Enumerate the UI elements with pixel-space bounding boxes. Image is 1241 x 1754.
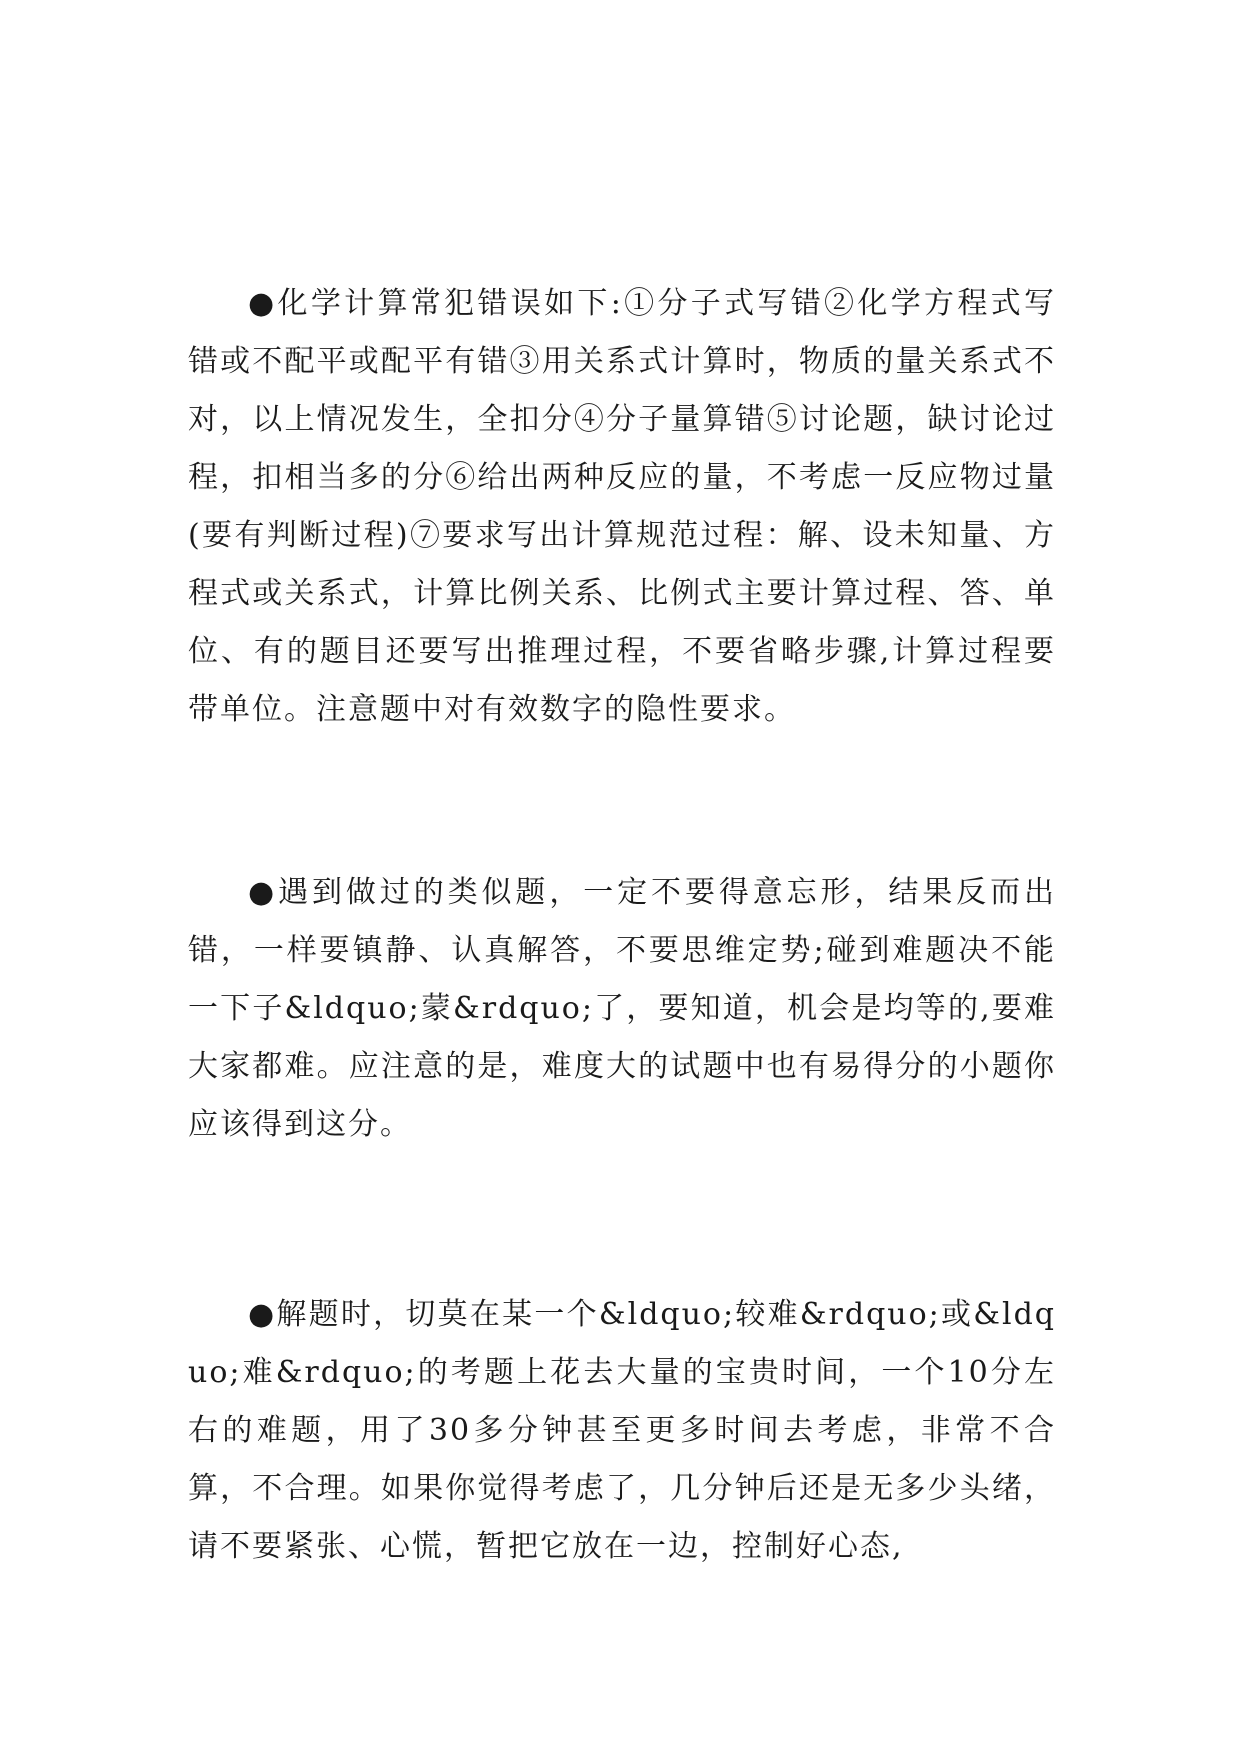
paragraph-chemistry-calculation-errors: ●化学计算常犯错误如下:①分子式写错②化学方程式写错或不配平或配平有错③用关系式计算时，物质的量关系式不对，以上情况发生，全扣分④分子量算错⑤讨论题，缺讨论过程，扣相当多的分⑥给出两种反应的量，不考虑一反应物过量(要有判断过程)⑦要求写出计算规范过程：解、设未知量、方程式或关系式，计算比例关系、比例式主要计算过程、答、单位、有的题目还要写出推理过程，不要省略步骤,计算过程要带单位。注意题中对有效数字的隐性要求。 xyxy=(188,286,1056,727)
document-body xyxy=(188,275,1056,1576)
paragraph-time-management: ●解题时，切莫在某一个&ldquo;较难&rdquo;或&ldquo;难&rdquo;的考题上花去大量的宝贵时间，一个10分左右的难题，用了30多分钟甚至更多时间去考虑，非常不合算，不合理。如果你觉得考虑了，几分钟后还是无多少头绪，请不要紧张、心慌，暂把它放在一边，控制好心态, xyxy=(188,1297,1056,1564)
paragraph-similar-problems: ●遇到做过的类似题，一定不要得意忘形，结果反而出错，一样要镇静、认真解答，不要思维定势;碰到难题决不能一下子&ldquo;蒙&rdquo;了，要知道，机会是均等的,要难大家都难。应注意的是，难度大的试题中也有易得分的小题你应该得到这分。 xyxy=(188,875,1056,1142)
